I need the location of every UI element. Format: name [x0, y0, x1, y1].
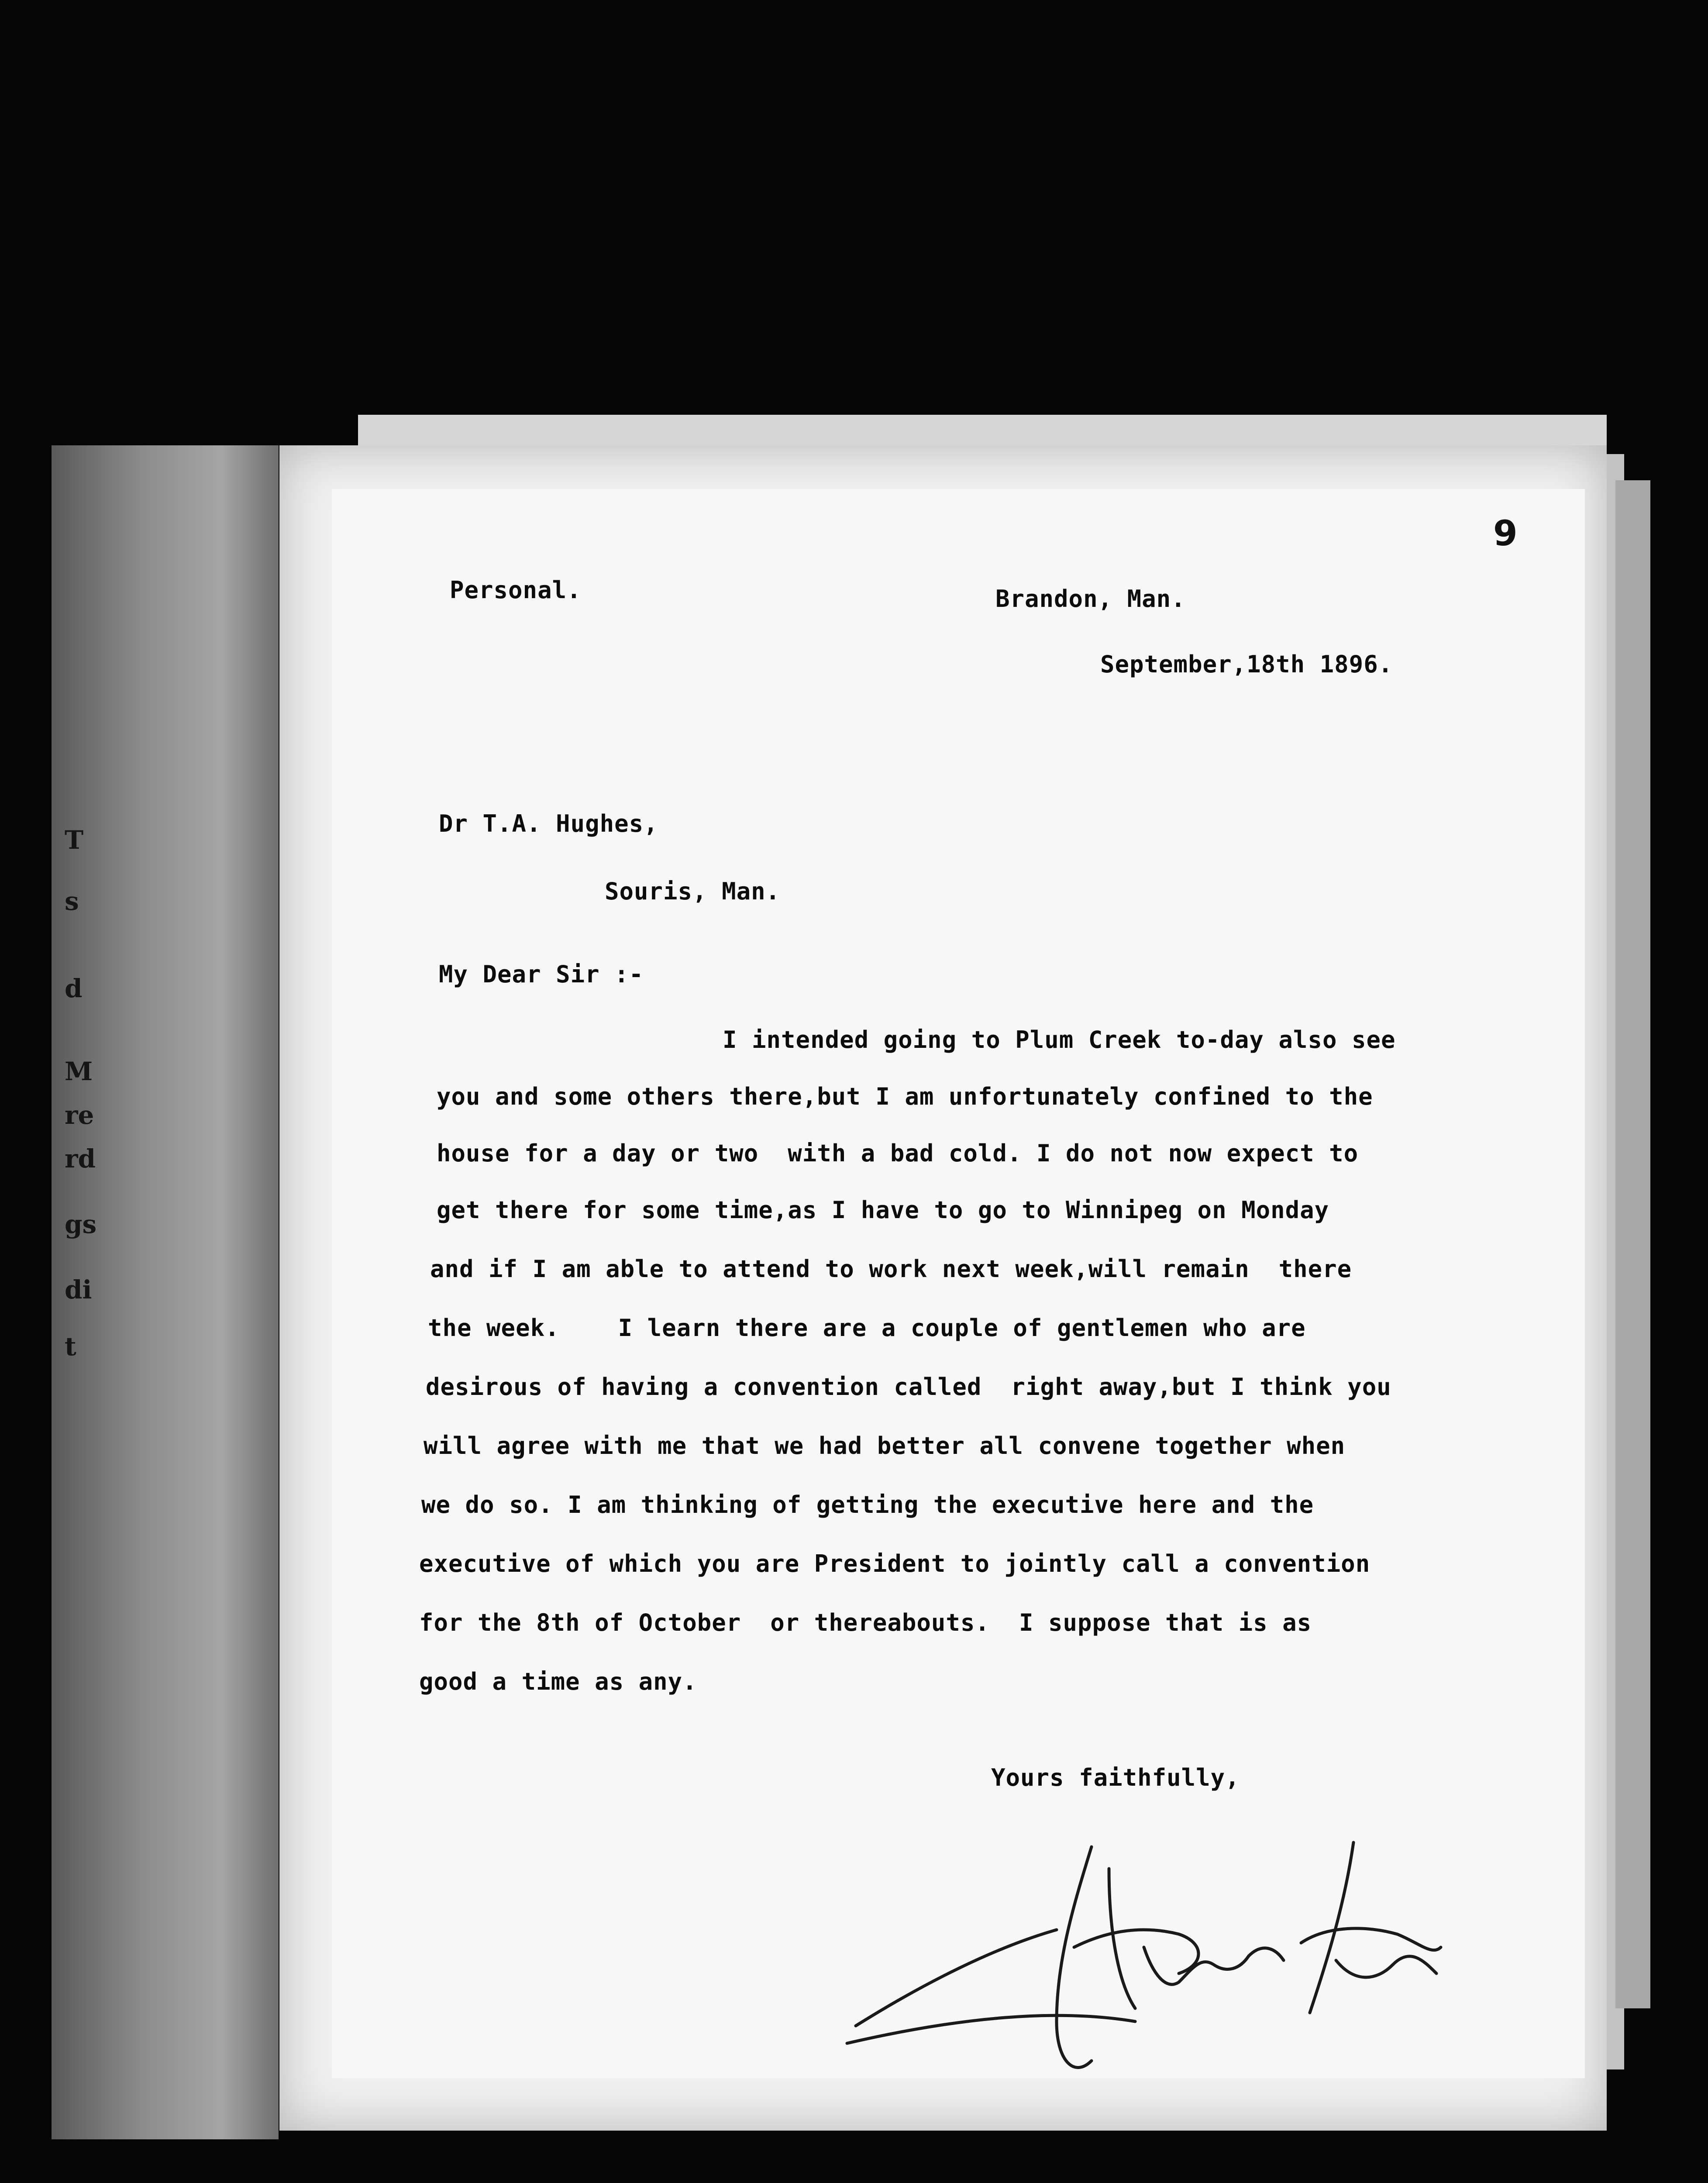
strip-mark: d — [65, 974, 83, 1003]
handwritten-signature — [830, 1816, 1450, 2087]
body-line: I intended going to Plum Creek to-day also see — [723, 1026, 1396, 1054]
salutation: My Dear Sir :- — [439, 961, 644, 988]
closing: Yours faithfully, — [991, 1764, 1240, 1791]
recipient-name: Dr T.A. Hughes, — [439, 810, 658, 837]
body-line: executive of which you are President to jointly call a convention — [419, 1550, 1371, 1577]
strip-mark: t — [65, 1332, 76, 1361]
letter-place: Brandon, Man. — [995, 585, 1186, 613]
strip-mark: gs — [65, 1209, 97, 1239]
recipient-place: Souris, Man. — [605, 878, 781, 905]
stacked-page-edge — [1615, 480, 1650, 2008]
strip-mark: M — [65, 1057, 93, 1086]
body-line: will agree with me that we had better all convene together when — [424, 1432, 1346, 1460]
body-line: good a time as any. — [419, 1668, 697, 1695]
body-line: you and some others there,but I am unfortunately confined to the — [437, 1083, 1373, 1110]
body-line: get there for some time,as I have to go to Winnipeg on Monday — [437, 1196, 1329, 1224]
adjacent-page-strip — [52, 445, 279, 2139]
strip-mark: di — [65, 1275, 92, 1305]
strip-mark: re — [65, 1100, 94, 1130]
body-line: house for a day or two with a bad cold. I do not now expect to — [437, 1140, 1359, 1167]
strip-mark: T — [65, 825, 84, 855]
body-line: and if I am able to attend to work next week,will remain there — [430, 1255, 1352, 1283]
strip-mark: rd — [65, 1144, 96, 1174]
page-number: 9 — [1493, 513, 1518, 554]
body-line: the week. I learn there are a couple of gentlemen who are — [428, 1314, 1306, 1342]
body-line: for the 8th of October or thereabouts. I suppose that is as — [419, 1609, 1312, 1636]
body-line: desirous of having a convention called right away,but I think you — [426, 1373, 1391, 1401]
letter-heading-personal: Personal. — [450, 576, 582, 604]
letter-date: September,18th 1896. — [1100, 651, 1393, 678]
body-line: we do so. I am thinking of getting the executive here and the — [421, 1491, 1314, 1518]
strip-mark: s — [65, 886, 79, 916]
